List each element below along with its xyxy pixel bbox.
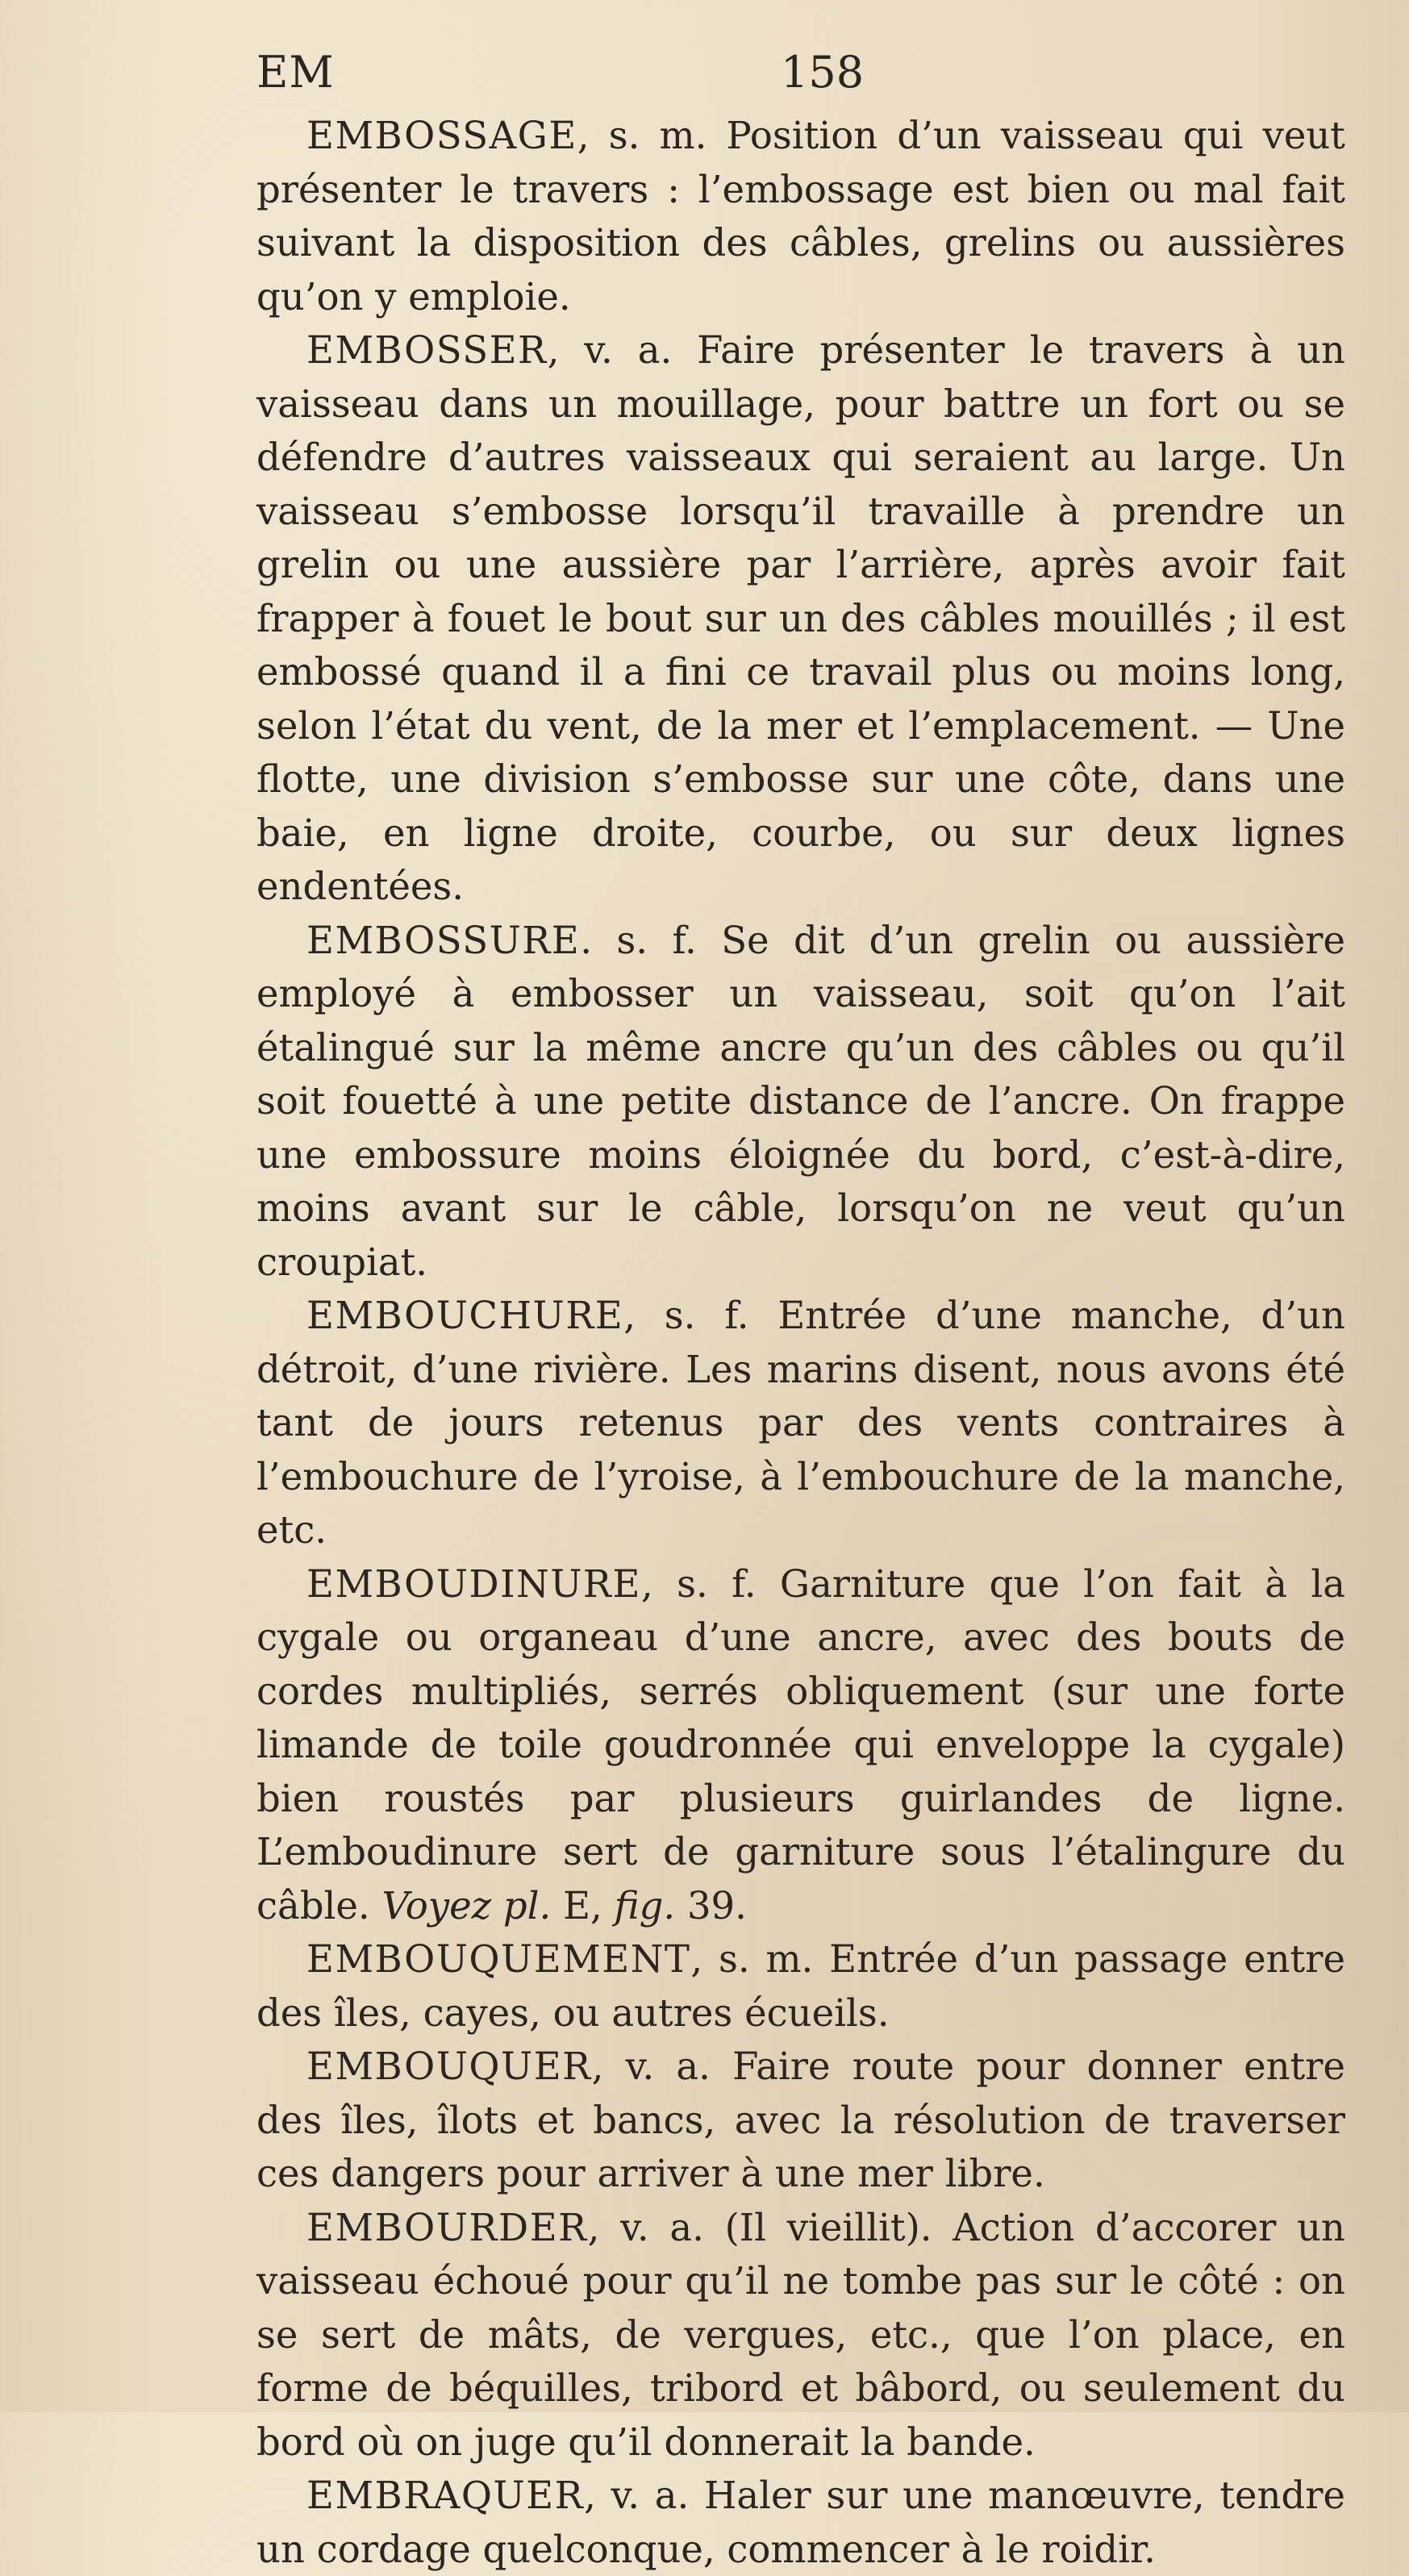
entry-embourder — [256, 2201, 1345, 2470]
page-number: 158 — [781, 47, 865, 98]
entry-term: EMBOUDINURE — [306, 1561, 641, 1606]
entry-emboudinure — [256, 1557, 1345, 1933]
entry-definition: . s. f. Se dit d’un grelin ou aussière employé à embosser un vaisseau, soit qu’on l’ait étalingué sur la même ancre qu’un des câbles ou qu’il soit fouetté à une petite distance de l’ancre. On frappe une embossure moins éloignée du bord, c’est-à-dire, moins avant sur le câble, lorsqu’on ne veut qu’un croupiat. — [256, 918, 1345, 1284]
entry-embosser — [256, 323, 1345, 914]
entry-term: EMBOUQUER — [306, 2045, 592, 2088]
entry-embossure — [256, 914, 1345, 1290]
entry-term: EMBOSSER — [306, 328, 548, 372]
entry-term: EMBOURDER — [306, 2205, 588, 2249]
entry-definition: , v. a. Faire route pour donner entre des îles, îlots et bancs, avec la résolution de traverser ces dangers pour arriver à une mer libre. — [256, 2045, 1345, 2195]
section-heading: EM — [256, 47, 335, 98]
entry-term: EMBOSSURE — [306, 918, 581, 962]
plate-reference-voyez: Voyez pl. — [381, 1883, 552, 1928]
entry-definition: , v. a. Haler sur une manœuvre, tendre un cordage quelconque, commencer à le roidir. — [256, 2474, 1345, 2571]
entry-definition: , s. f. Entrée d’une manche, d’un détroit, d’une rivière. Les marins disent, nous avons été tant de jours retenus par des vents contraires à l’embouchure de l’yroise, à l’embouchure de la manche, etc. — [256, 1294, 1345, 1552]
entry-definition: , s. f. Garniture que l’on fait à la cygale ou organeau d’une ancre, avec des bouts de cordes multipliés, serrés obliquement (sur une forte limande de toile goudronnée qui enveloppe la cygale) bien roustés par plusieurs guirlandes de ligne. L’emboudinure sert de garniture sous l’étalingure du câble. — [256, 1561, 1345, 1928]
entry-definition: , v. a. (Il vieillit). Action d’accorer un vaisseau échoué pour qu’il ne tombe pas sur le côté : on se sert de mâts, de vergues, etc., que l’on place, en forme de béquilles, tribord et bâbord, ou seulement du bord où on juge qu’il donnerait la bande. — [256, 2205, 1345, 2464]
entry-embouchure — [256, 1289, 1345, 1557]
entry-term: EMBOUQUEMENT — [306, 1937, 691, 1981]
entry-embraquer — [256, 2469, 1345, 2576]
entry-term: EMBRAQUER — [306, 2474, 585, 2517]
entry-embouquement — [256, 1932, 1345, 2040]
entry-embouquer — [256, 2040, 1345, 2201]
entry-definition: , s. m. Entrée d’un passage entre des îles, cayes, ou autres écueils. — [256, 1937, 1345, 2035]
entry-term: EMBOSSAGE — [306, 114, 577, 157]
entry-definition: , v. a. Faire présenter le travers à un vaisseau dans un mouillage, pour battre un fort ou se défendre d’autres vaisseaux qui seraient au large. Un vaisseau s’embosse lorsqu’il travaille à prendre un grelin ou une aussière par l’arrière, après avoir fait frapper à fouet le bout sur un des câbles mouillés ; il est embossé quand il a fini ce travail plus ou moins long, selon l’état du vent, de la mer et l’emplacement. — Une flotte, une division s’embosse sur une côte, dans une baie, en ligne droite, courbe, ou sur deux lignes endentées. — [256, 328, 1345, 908]
entry-definition: , s. m. Position d’un vaisseau qui veut présenter le travers : l’embossage est bien ou mal fait suivant la disposition des câbles, grelins ou aussières qu’on y emploie. — [256, 114, 1345, 319]
dictionary-text — [256, 109, 1345, 2576]
figure-reference-number: 39. — [686, 1883, 747, 1928]
entry-term: EMBOUCHURE — [306, 1294, 624, 1337]
figure-reference-label: fig. — [614, 1883, 676, 1928]
entry-embossage — [256, 109, 1345, 323]
running-head — [256, 47, 1305, 103]
plate-reference-letter: E, — [563, 1883, 602, 1928]
